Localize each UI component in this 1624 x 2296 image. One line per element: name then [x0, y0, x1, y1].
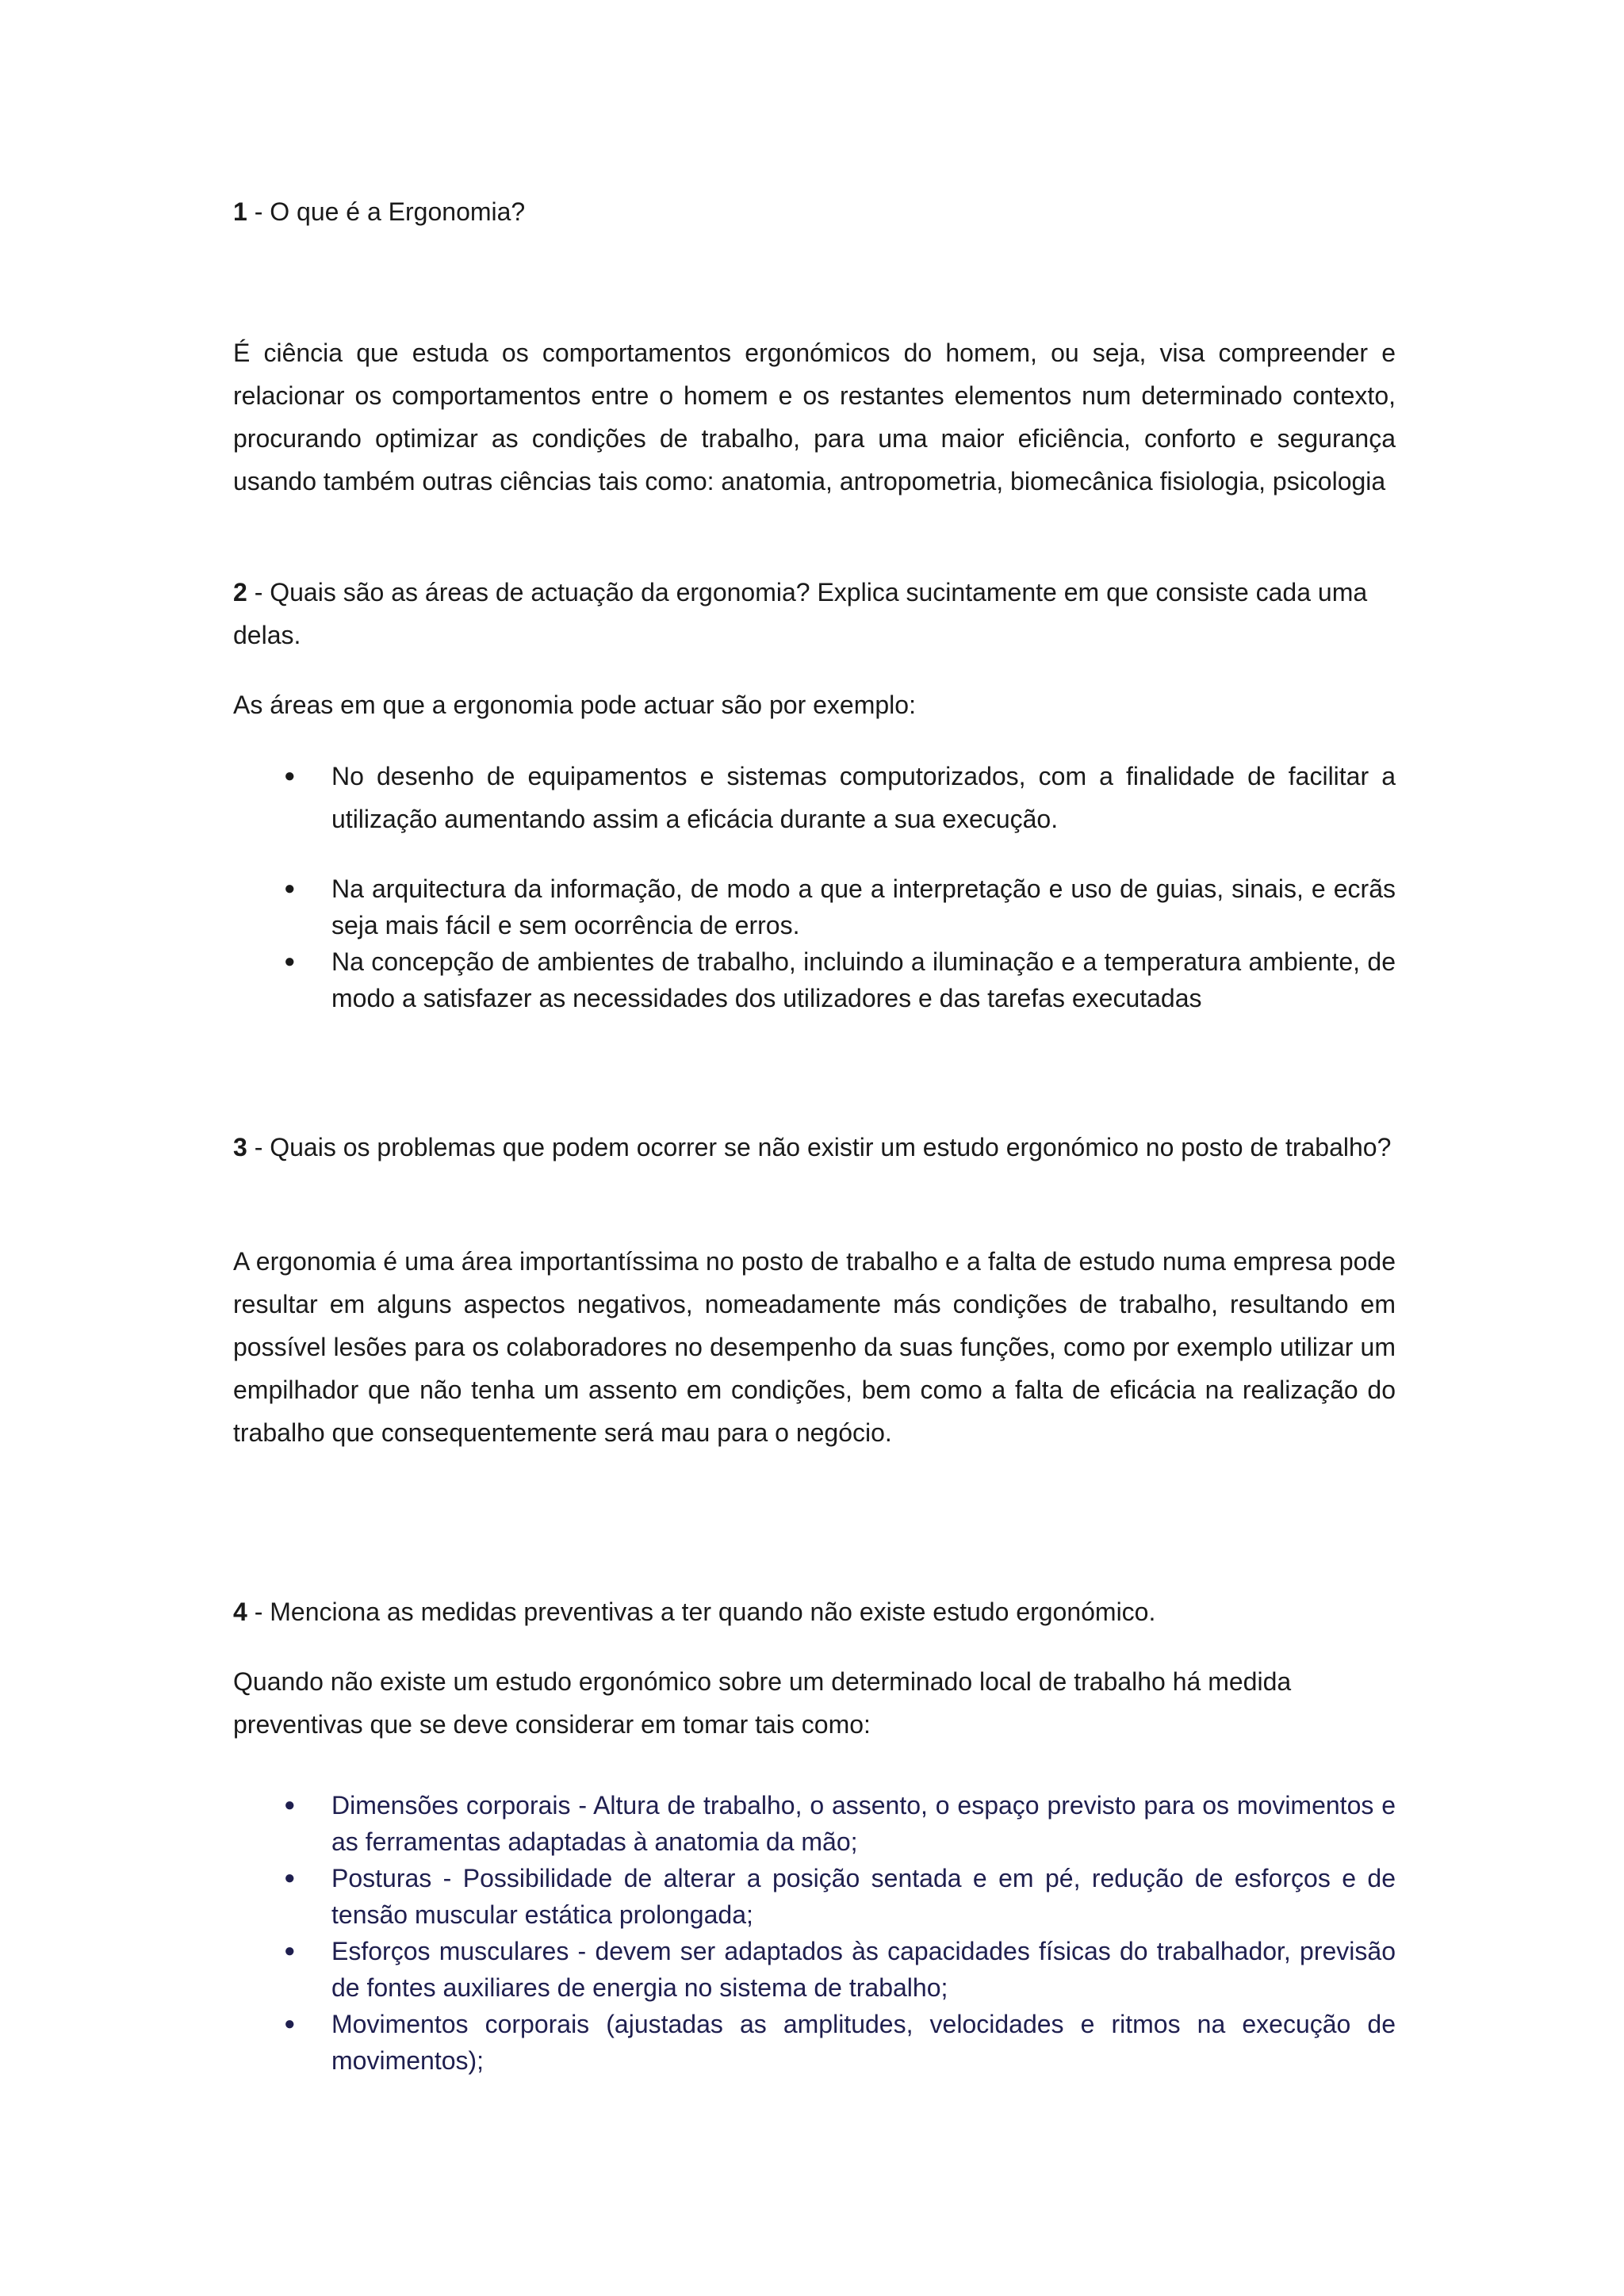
preventive-measures-list: [233, 1787, 1396, 2079]
bullet-icon: ●: [284, 878, 296, 899]
list-item-text: Na arquitectura da informação, de modo a que a interpretação e uso de guias, sinais, e ecrãs seja mais fácil e sem ocorrência de erros.: [331, 874, 1396, 939]
bullet-icon: ●: [284, 1940, 296, 1961]
bullet-icon: ●: [284, 765, 296, 786]
question-2: [233, 571, 1396, 656]
areas-list-continued: [233, 871, 1396, 1016]
list-item: [233, 1933, 1396, 2006]
areas-list: [233, 755, 1396, 840]
bullet-icon: ●: [284, 1867, 296, 1888]
list-item-text: Dimensões corporais - Altura de trabalho, o assento, o espaço previsto para os movimentos e as ferramentas adaptadas à anatomia da mão;: [331, 1791, 1396, 1856]
bullet-icon: ●: [284, 2013, 296, 2034]
answer-2-intro: As áreas em que a ergonomia pode actuar são por exemplo:: [233, 691, 916, 719]
question-text: - Menciona as medidas preventivas a ter quando não existe estudo ergonómico.: [247, 1598, 1156, 1626]
list-item: [233, 871, 1396, 943]
question-number: 3: [233, 1133, 247, 1161]
list-item: [233, 755, 1396, 840]
list-item: [233, 943, 1396, 1016]
question-number: 2: [233, 578, 247, 607]
list-item: [233, 2006, 1396, 2079]
answer-4-intro: Quando não existe um estudo ergonómico sobre um determinado local de trabalho há medida preventivas que se deve considerar em tomar tais como:: [233, 1667, 1292, 1739]
question-4: [233, 1590, 1396, 1633]
bullet-icon: ●: [284, 1794, 296, 1816]
question-number: 1: [233, 197, 247, 226]
question-1: [233, 190, 1396, 233]
list-item-text: No desenho de equipamentos e sistemas computorizados, com a finalidade de facilitar a utilização aumentando assim a eficácia durante a sua execução.: [331, 762, 1396, 833]
question-text: - Quais são as áreas de actuação da ergonomia? Explica sucintamente em que consiste cada uma delas.: [233, 578, 1368, 649]
answer-3: A ergonomia é uma área importantíssima no posto de trabalho e a falta de estudo numa empresa pode resultar em alguns aspectos negativos, nomeadamente más condições de trabalho, resultando em possível lesões para os colaboradores no desempenho da suas funções, como por exemplo utilizar um empilhador que não tenha um assento em condições, bem como a falta de eficácia na realização do trabalho que consequentemente será mau para o negócio.: [233, 1247, 1396, 1447]
list-item-text: Movimentos corporais (ajustadas as amplitudes, velocidades e ritmos na execução de movimentos);: [331, 2010, 1396, 2075]
list-item: [233, 1860, 1396, 1933]
list-item-text: Posturas - Possibilidade de alterar a posição sentada e em pé, redução de esforços e de tensão muscular estática prolongada;: [331, 1864, 1396, 1929]
question-3: [233, 1126, 1396, 1169]
answer-1: É ciência que estuda os comportamentos ergonómicos do homem, ou seja, visa compreender e relacionar os comportamentos entre o homem e os restantes elementos num determinado contexto, procurando optimizar as condições de trabalho, para uma maior eficiência, conforto e segurança usando também outras ciências tais como: anatomia, antropometria, biomecânica fisiologia, psicologia: [233, 339, 1396, 496]
list-item-text: Na concepção de ambientes de trabalho, incluindo a iluminação e a temperatura ambiente, de modo a satisfazer as necessidades dos utilizadores e das tarefas executadas: [331, 947, 1396, 1012]
list-item-text: Esforços musculares - devem ser adaptados às capacidades físicas do trabalhador, previsão de fontes auxiliares de energia no sistema de trabalho;: [331, 1937, 1396, 2002]
list-item: [233, 1787, 1396, 1860]
question-text: - Quais os problemas que podem ocorrer se não existir um estudo ergonómico no posto de trabalho?: [247, 1133, 1392, 1161]
question-number: 4: [233, 1598, 247, 1626]
bullet-icon: ●: [284, 951, 296, 972]
question-text: - O que é a Ergonomia?: [247, 197, 526, 226]
